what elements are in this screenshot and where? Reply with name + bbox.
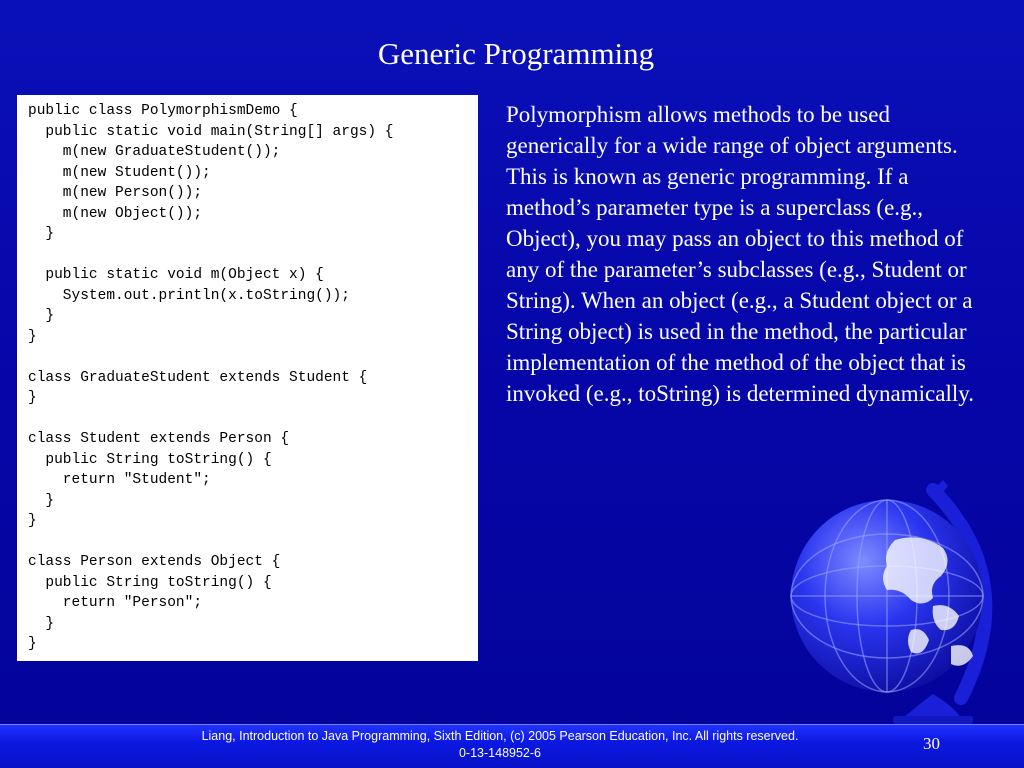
code-listing: public class PolymorphismDemo { public static void main(String[] args) { m(new GraduateStudent()); m(new Student()); m(new Person()); m(new Object()); } public static void m(Object x) { System.out.println(x.toString()); } } class GraduateStudent extends Student { } class Student extends Person { public String toString() { return "Student"; } } class Person extends Object { public String toString() { return "Person"; } }: [28, 103, 394, 652]
slide-title: Generic Programming: [377, 36, 655, 71]
code-box: [17, 95, 478, 661]
slide-number: 30: [923, 734, 940, 753]
footer-copyright: Liang, Introduction to Java Programming, Sixth Edition, (c) 2005 Pearson Education, Inc. All rights reserved. 0-13-148952-6: [201, 729, 799, 760]
footer-bar: [0, 724, 1024, 768]
description-text: Polymorphism allows methods to be used generically for a wide range of object arguments. This is known as generic programming. If a method’s parameter type is a superclass (e.g., Object), you may pass an object to this method of any of the parameter’s subclasses (e.g., Student or String). When an object (e.g., a Student object or a String object) is used in the method, the particular implementation of the method of the object that is invoked (e.g., toString) is determined dynamically.: [506, 102, 974, 406]
globe-icon: [783, 480, 1015, 725]
